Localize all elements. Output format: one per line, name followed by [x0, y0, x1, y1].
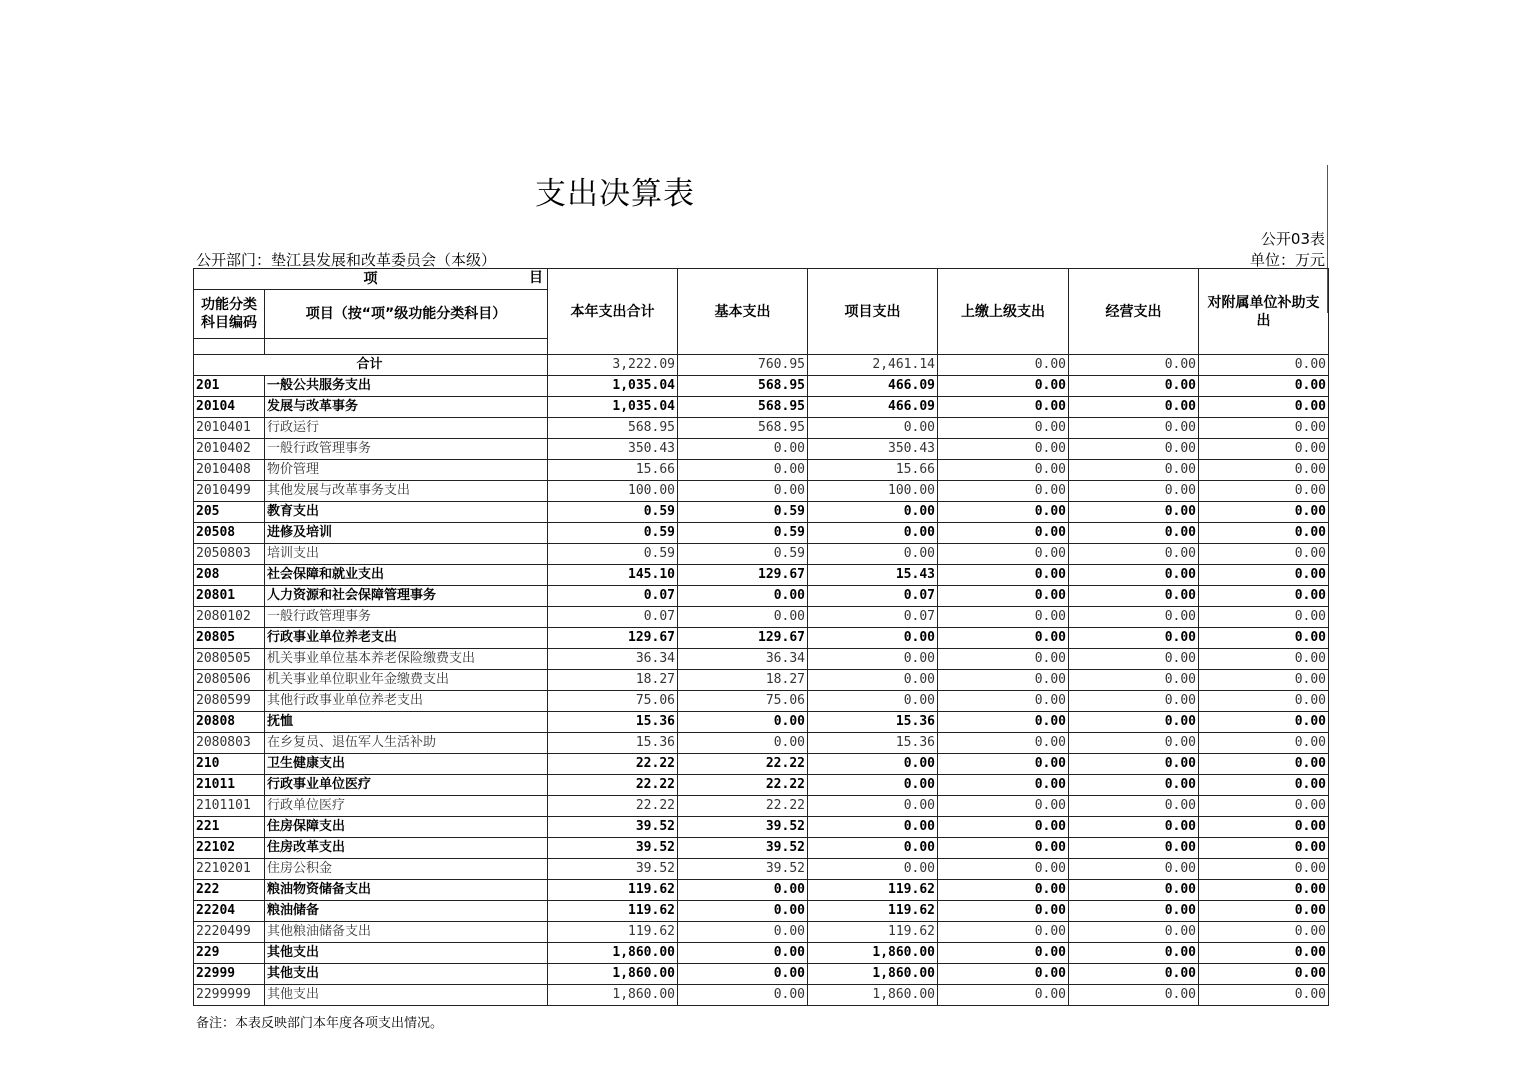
row-basic: 75.06 — [678, 691, 808, 712]
row-code: 2101101 — [194, 796, 265, 817]
row-total: 39.52 — [548, 838, 678, 859]
table-row — [194, 712, 1329, 733]
row-code: 20801 — [194, 586, 265, 607]
row-upper: 0.00 — [938, 733, 1069, 754]
row-total: 39.52 — [548, 859, 678, 880]
table-body — [194, 355, 1329, 1006]
row-upper: 0.00 — [938, 649, 1069, 670]
row-name: 在乡复员、退伍军人生活补助 — [265, 733, 548, 754]
row-project: 0.07 — [808, 607, 938, 628]
row-total: 0.59 — [548, 523, 678, 544]
row-project: 0.07 — [808, 586, 938, 607]
row-subsidy: 0.00 — [1199, 838, 1329, 859]
row-operating: 0.00 — [1069, 964, 1199, 985]
row-name: 卫生健康支出 — [265, 754, 548, 775]
row-basic: 129.67 — [678, 565, 808, 586]
row-project: 0.00 — [808, 838, 938, 859]
row-operating: 0.00 — [1069, 565, 1199, 586]
row-total: 15.36 — [548, 733, 678, 754]
row-code: 210 — [194, 754, 265, 775]
row-operating: 0.00 — [1069, 796, 1199, 817]
table-row — [194, 565, 1329, 586]
row-code: 2080506 — [194, 670, 265, 691]
row-name: 粮油物资储备支出 — [265, 880, 548, 901]
row-total: 145.10 — [548, 565, 678, 586]
row-total: 18.27 — [548, 670, 678, 691]
row-project: 0.00 — [808, 775, 938, 796]
row-basic: 0.00 — [678, 586, 808, 607]
row-code: 20808 — [194, 712, 265, 733]
row-basic: 568.95 — [678, 376, 808, 397]
row-name: 住房保障支出 — [265, 817, 548, 838]
total-upper: 0.00 — [938, 355, 1069, 376]
row-operating: 0.00 — [1069, 754, 1199, 775]
row-subsidy: 0.00 — [1199, 943, 1329, 964]
col-header-project: 项目支出 — [808, 269, 938, 355]
row-upper: 0.00 — [938, 859, 1069, 880]
row-operating: 0.00 — [1069, 775, 1199, 796]
row-upper: 0.00 — [938, 397, 1069, 418]
total-basic: 760.95 — [678, 355, 808, 376]
row-upper: 0.00 — [938, 607, 1069, 628]
row-name: 其他支出 — [265, 943, 548, 964]
table-row — [194, 796, 1329, 817]
row-total: 39.52 — [548, 817, 678, 838]
row-upper: 0.00 — [938, 754, 1069, 775]
row-project: 350.43 — [808, 439, 938, 460]
row-total: 119.62 — [548, 901, 678, 922]
row-operating: 0.00 — [1069, 502, 1199, 523]
row-name: 其他发展与改革事务支出 — [265, 481, 548, 502]
row-subsidy: 0.00 — [1199, 586, 1329, 607]
row-project: 119.62 — [808, 901, 938, 922]
row-basic: 0.00 — [678, 712, 808, 733]
row-code: 2220499 — [194, 922, 265, 943]
row-name: 行政事业单位养老支出 — [265, 628, 548, 649]
row-name: 行政运行 — [265, 418, 548, 439]
row-basic: 0.00 — [678, 943, 808, 964]
row-name: 住房公积金 — [265, 859, 548, 880]
row-basic: 22.22 — [678, 754, 808, 775]
table-row — [194, 880, 1329, 901]
row-operating: 0.00 — [1069, 817, 1199, 838]
row-basic: 0.00 — [678, 460, 808, 481]
row-name: 其他粮油储备支出 — [265, 922, 548, 943]
row-operating: 0.00 — [1069, 523, 1199, 544]
row-subsidy: 0.00 — [1199, 460, 1329, 481]
row-project: 1,860.00 — [808, 985, 938, 1006]
row-total: 75.06 — [548, 691, 678, 712]
row-project: 0.00 — [808, 691, 938, 712]
row-project: 119.62 — [808, 922, 938, 943]
row-name: 一般公共服务支出 — [265, 376, 548, 397]
col-header-code: 功能分类科目编码 — [194, 290, 265, 339]
row-project: 15.36 — [808, 712, 938, 733]
row-upper: 0.00 — [938, 439, 1069, 460]
row-subsidy: 0.00 — [1199, 985, 1329, 1006]
table-row — [194, 397, 1329, 418]
row-upper: 0.00 — [938, 775, 1069, 796]
row-operating: 0.00 — [1069, 649, 1199, 670]
row-subsidy: 0.00 — [1199, 418, 1329, 439]
department-label: 公开部门：垫江县发展和改革委员会（本级） — [196, 251, 497, 269]
total-label: 合计 — [194, 355, 548, 376]
col-header-upper: 上缴上级支出 — [938, 269, 1069, 355]
row-basic: 0.00 — [678, 901, 808, 922]
row-upper: 0.00 — [938, 481, 1069, 502]
row-basic: 39.52 — [678, 838, 808, 859]
row-code: 221 — [194, 817, 265, 838]
row-operating: 0.00 — [1069, 670, 1199, 691]
row-code: 2080505 — [194, 649, 265, 670]
row-name: 其他行政事业单位养老支出 — [265, 691, 548, 712]
row-code: 2299999 — [194, 985, 265, 1006]
row-subsidy: 0.00 — [1199, 754, 1329, 775]
row-total: 350.43 — [548, 439, 678, 460]
row-operating: 0.00 — [1069, 460, 1199, 481]
unit-label: 单位：万元 — [1249, 251, 1325, 269]
row-basic: 0.59 — [678, 523, 808, 544]
row-upper: 0.00 — [938, 985, 1069, 1006]
row-upper: 0.00 — [938, 670, 1069, 691]
row-subsidy: 0.00 — [1199, 691, 1329, 712]
row-subsidy: 0.00 — [1199, 544, 1329, 565]
row-code: 20508 — [194, 523, 265, 544]
row-upper: 0.00 — [938, 523, 1069, 544]
row-name: 培训支出 — [265, 544, 548, 565]
row-subsidy: 0.00 — [1199, 439, 1329, 460]
table-number: 公开03表 — [1260, 230, 1325, 248]
row-project: 15.43 — [808, 565, 938, 586]
row-project: 466.09 — [808, 376, 938, 397]
row-operating: 0.00 — [1069, 418, 1199, 439]
table-row — [194, 922, 1329, 943]
row-total: 36.34 — [548, 649, 678, 670]
table-row — [194, 964, 1329, 985]
row-name: 行政单位医疗 — [265, 796, 548, 817]
row-subsidy: 0.00 — [1199, 817, 1329, 838]
table-row — [194, 544, 1329, 565]
row-basic: 568.95 — [678, 397, 808, 418]
table-row — [194, 607, 1329, 628]
row-upper: 0.00 — [938, 502, 1069, 523]
row-basic: 22.22 — [678, 775, 808, 796]
row-code: 2050803 — [194, 544, 265, 565]
row-basic: 0.00 — [678, 733, 808, 754]
row-upper: 0.00 — [938, 418, 1069, 439]
table-row — [194, 775, 1329, 796]
page-title: 支出决算表 — [535, 176, 695, 212]
row-code: 2010402 — [194, 439, 265, 460]
row-operating: 0.00 — [1069, 859, 1199, 880]
row-name: 抚恤 — [265, 712, 548, 733]
item-header-xiang: 项 — [363, 271, 378, 287]
row-subsidy: 0.00 — [1199, 964, 1329, 985]
row-total: 119.62 — [548, 880, 678, 901]
table-row — [194, 649, 1329, 670]
table-row — [194, 985, 1329, 1006]
row-upper: 0.00 — [938, 565, 1069, 586]
row-subsidy: 0.00 — [1199, 565, 1329, 586]
row-code: 222 — [194, 880, 265, 901]
row-basic: 0.00 — [678, 607, 808, 628]
row-project: 1,860.00 — [808, 964, 938, 985]
row-project: 0.00 — [808, 502, 938, 523]
row-total: 15.36 — [548, 712, 678, 733]
table-row — [194, 418, 1329, 439]
row-code: 205 — [194, 502, 265, 523]
row-total: 0.59 — [548, 544, 678, 565]
row-subsidy: 0.00 — [1199, 796, 1329, 817]
row-basic: 568.95 — [678, 418, 808, 439]
row-upper: 0.00 — [938, 712, 1069, 733]
row-operating: 0.00 — [1069, 586, 1199, 607]
expenditure-table — [193, 268, 1329, 1006]
row-total: 22.22 — [548, 796, 678, 817]
row-name: 进修及培训 — [265, 523, 548, 544]
row-subsidy: 0.00 — [1199, 376, 1329, 397]
table-row — [194, 628, 1329, 649]
row-name: 教育支出 — [265, 502, 548, 523]
row-subsidy: 0.00 — [1199, 649, 1329, 670]
row-project: 0.00 — [808, 796, 938, 817]
row-operating: 0.00 — [1069, 376, 1199, 397]
table-row-total — [194, 355, 1329, 376]
table-row — [194, 859, 1329, 880]
row-upper: 0.00 — [938, 628, 1069, 649]
row-operating: 0.00 — [1069, 985, 1199, 1006]
row-project: 100.00 — [808, 481, 938, 502]
row-basic: 39.52 — [678, 859, 808, 880]
table-row — [194, 586, 1329, 607]
row-basic: 0.00 — [678, 481, 808, 502]
row-subsidy: 0.00 — [1199, 607, 1329, 628]
row-code: 208 — [194, 565, 265, 586]
total-total: 3,222.09 — [548, 355, 678, 376]
row-total: 1,860.00 — [548, 985, 678, 1006]
row-upper: 0.00 — [938, 943, 1069, 964]
col-header-name: 项目（按“项”级功能分类科目） — [265, 290, 548, 339]
table-row — [194, 523, 1329, 544]
row-upper: 0.00 — [938, 544, 1069, 565]
row-basic: 129.67 — [678, 628, 808, 649]
row-name: 机关事业单位职业年金缴费支出 — [265, 670, 548, 691]
row-name: 一般行政管理事务 — [265, 607, 548, 628]
row-operating: 0.00 — [1069, 880, 1199, 901]
table-row — [194, 502, 1329, 523]
row-upper: 0.00 — [938, 964, 1069, 985]
row-name: 物价管理 — [265, 460, 548, 481]
row-total: 15.66 — [548, 460, 678, 481]
row-operating: 0.00 — [1069, 691, 1199, 712]
row-upper: 0.00 — [938, 817, 1069, 838]
row-code: 2010499 — [194, 481, 265, 502]
row-total: 22.22 — [548, 775, 678, 796]
table-row — [194, 481, 1329, 502]
row-code: 201 — [194, 376, 265, 397]
row-operating: 0.00 — [1069, 901, 1199, 922]
table-row — [194, 439, 1329, 460]
row-subsidy: 0.00 — [1199, 502, 1329, 523]
row-project: 0.00 — [808, 649, 938, 670]
row-subsidy: 0.00 — [1199, 670, 1329, 691]
row-subsidy: 0.00 — [1199, 481, 1329, 502]
row-basic: 18.27 — [678, 670, 808, 691]
row-name: 其他支出 — [265, 964, 548, 985]
row-project: 0.00 — [808, 859, 938, 880]
row-total: 1,035.04 — [548, 397, 678, 418]
row-name: 其他支出 — [265, 985, 548, 1006]
row-operating: 0.00 — [1069, 628, 1199, 649]
row-name: 人力资源和社会保障管理事务 — [265, 586, 548, 607]
table-row — [194, 460, 1329, 481]
col-header-basic: 基本支出 — [678, 269, 808, 355]
row-code: 2010408 — [194, 460, 265, 481]
row-basic: 0.00 — [678, 439, 808, 460]
row-project: 0.00 — [808, 628, 938, 649]
row-total: 1,860.00 — [548, 964, 678, 985]
row-total: 0.07 — [548, 586, 678, 607]
table-row — [194, 376, 1329, 397]
row-total: 22.22 — [548, 754, 678, 775]
table-row — [194, 691, 1329, 712]
row-basic: 0.00 — [678, 985, 808, 1006]
row-code: 22204 — [194, 901, 265, 922]
row-upper: 0.00 — [938, 838, 1069, 859]
total-project: 2,461.14 — [808, 355, 938, 376]
row-subsidy: 0.00 — [1199, 922, 1329, 943]
item-header — [194, 269, 548, 290]
row-subsidy: 0.00 — [1199, 712, 1329, 733]
row-operating: 0.00 — [1069, 481, 1199, 502]
footnote: 备注：本表反映部门本年度各项支出情况。 — [196, 1016, 444, 1031]
table-row — [194, 670, 1329, 691]
row-code: 20104 — [194, 397, 265, 418]
row-upper: 0.00 — [938, 901, 1069, 922]
table-row — [194, 943, 1329, 964]
row-operating: 0.00 — [1069, 922, 1199, 943]
row-project: 0.00 — [808, 670, 938, 691]
table-row — [194, 838, 1329, 859]
row-code: 2010401 — [194, 418, 265, 439]
row-total: 0.07 — [548, 607, 678, 628]
row-code: 229 — [194, 943, 265, 964]
row-upper: 0.00 — [938, 586, 1069, 607]
row-project: 0.00 — [808, 418, 938, 439]
row-total: 119.62 — [548, 922, 678, 943]
row-subsidy: 0.00 — [1199, 523, 1329, 544]
row-subsidy: 0.00 — [1199, 733, 1329, 754]
item-header-mu: 目 — [529, 270, 543, 286]
row-basic: 0.00 — [678, 880, 808, 901]
row-basic: 39.52 — [678, 817, 808, 838]
row-operating: 0.00 — [1069, 397, 1199, 418]
row-code: 2210201 — [194, 859, 265, 880]
row-code: 2080102 — [194, 607, 265, 628]
row-operating: 0.00 — [1069, 607, 1199, 628]
row-upper: 0.00 — [938, 691, 1069, 712]
row-basic: 36.34 — [678, 649, 808, 670]
row-operating: 0.00 — [1069, 439, 1199, 460]
row-project: 466.09 — [808, 397, 938, 418]
table-row — [194, 901, 1329, 922]
row-name: 机关事业单位基本养老保险缴费支出 — [265, 649, 548, 670]
row-code: 21011 — [194, 775, 265, 796]
row-subsidy: 0.00 — [1199, 901, 1329, 922]
row-name: 住房改革支出 — [265, 838, 548, 859]
table-row — [194, 733, 1329, 754]
row-project: 1,860.00 — [808, 943, 938, 964]
row-operating: 0.00 — [1069, 712, 1199, 733]
col-header-total: 本年支出合计 — [548, 269, 678, 355]
row-operating: 0.00 — [1069, 733, 1199, 754]
row-basic: 0.59 — [678, 544, 808, 565]
row-subsidy: 0.00 — [1199, 859, 1329, 880]
total-subsidy: 0.00 — [1199, 355, 1329, 376]
row-upper: 0.00 — [938, 796, 1069, 817]
row-project: 0.00 — [808, 544, 938, 565]
row-project: 15.66 — [808, 460, 938, 481]
row-operating: 0.00 — [1069, 838, 1199, 859]
total-operating: 0.00 — [1069, 355, 1199, 376]
row-code: 2080803 — [194, 733, 265, 754]
row-project: 0.00 — [808, 754, 938, 775]
row-total: 129.67 — [548, 628, 678, 649]
row-project: 15.36 — [808, 733, 938, 754]
row-subsidy: 0.00 — [1199, 880, 1329, 901]
row-operating: 0.00 — [1069, 544, 1199, 565]
row-name: 一般行政管理事务 — [265, 439, 548, 460]
row-upper: 0.00 — [938, 880, 1069, 901]
row-total: 100.00 — [548, 481, 678, 502]
row-operating: 0.00 — [1069, 943, 1199, 964]
table-row — [194, 817, 1329, 838]
row-upper: 0.00 — [938, 376, 1069, 397]
row-name: 粮油储备 — [265, 901, 548, 922]
row-upper: 0.00 — [938, 460, 1069, 481]
table-row — [194, 754, 1329, 775]
row-upper: 0.00 — [938, 922, 1069, 943]
row-project: 119.62 — [808, 880, 938, 901]
row-code: 2080599 — [194, 691, 265, 712]
row-basic: 0.00 — [678, 922, 808, 943]
row-subsidy: 0.00 — [1199, 775, 1329, 796]
row-name: 社会保障和就业支出 — [265, 565, 548, 586]
row-name: 行政事业单位医疗 — [265, 775, 548, 796]
row-name: 发展与改革事务 — [265, 397, 548, 418]
row-basic: 0.59 — [678, 502, 808, 523]
row-basic: 22.22 — [678, 796, 808, 817]
row-subsidy: 0.00 — [1199, 628, 1329, 649]
row-subsidy: 0.00 — [1199, 397, 1329, 418]
row-code: 22102 — [194, 838, 265, 859]
row-basic: 0.00 — [678, 964, 808, 985]
col-header-operating: 经营支出 — [1069, 269, 1199, 355]
row-project: 0.00 — [808, 817, 938, 838]
col-header-subsidy: 对附属单位补助支出 — [1199, 269, 1329, 355]
row-code: 22999 — [194, 964, 265, 985]
row-total: 1,860.00 — [548, 943, 678, 964]
row-total: 1,035.04 — [548, 376, 678, 397]
row-code: 20805 — [194, 628, 265, 649]
row-total: 0.59 — [548, 502, 678, 523]
row-project: 0.00 — [808, 523, 938, 544]
row-total: 568.95 — [548, 418, 678, 439]
